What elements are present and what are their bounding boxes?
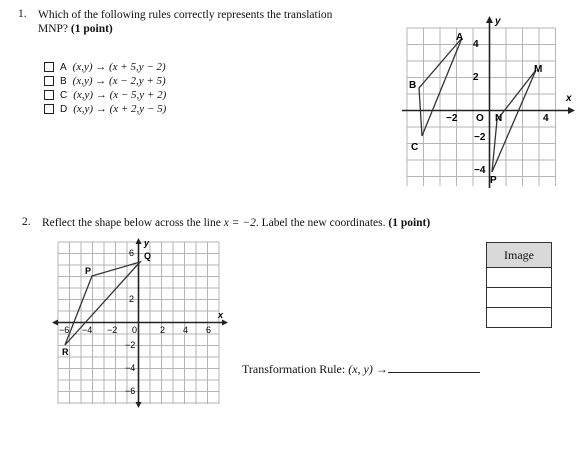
q1-grid [407, 28, 556, 186]
q2-tick-x2: 2 [160, 325, 166, 335]
q2-x-label: x [218, 310, 224, 320]
table-row[interactable] [487, 268, 552, 288]
q1-question-line2 [38, 22, 378, 36]
option-a-rule: (x,y) → (x + 5,y − 2) [72, 61, 166, 73]
table-row[interactable] [487, 288, 552, 308]
q1-option-c[interactable] [44, 88, 166, 102]
q2-point-p-label: P [85, 266, 92, 276]
option-b-letter: B [60, 75, 67, 87]
q1-number: 1. [18, 8, 27, 20]
q2-y-axis-up-arrow [136, 238, 142, 244]
transformation-rule-expression: (x, y) → [348, 362, 388, 376]
option-c-checkbox[interactable] [44, 90, 54, 100]
q1-point-a-label: A [456, 32, 464, 43]
table-row[interactable] [487, 308, 552, 328]
q2-point-r-label: R [62, 347, 69, 357]
option-a-letter: A [60, 61, 67, 73]
q2-question [42, 216, 482, 230]
q2-number: 2. [22, 216, 31, 228]
q1-tick-x4: 4 [543, 113, 549, 124]
option-c-letter: C [60, 89, 68, 101]
option-d-rule: (x,y) → (x + 2,y − 5) [73, 103, 167, 115]
q1-point-m-label: M [534, 64, 543, 75]
q2-text-before: Reflect the shape below across the line [42, 217, 224, 229]
q2-axes [55, 241, 224, 406]
q2-tick-yn2: −2 [125, 340, 136, 350]
q1-axes [402, 20, 570, 188]
option-b-rule: (x,y) → (x − 2,y + 5) [72, 75, 166, 87]
q2-y-axis-down-arrow [136, 402, 142, 408]
q2-tick-y2: 2 [129, 294, 135, 304]
q2-tick-x0: 0 [132, 325, 138, 335]
q2-tick-xn4: −4 [82, 325, 93, 335]
q1-y-axis-arrow [486, 16, 493, 23]
q1-question-mnp: MNP? [38, 23, 69, 35]
q1-option-b[interactable] [44, 74, 166, 88]
q1-points: (1 point) [70, 23, 113, 35]
q1-y-label: y [495, 16, 501, 27]
q2-line-equation: x = −2 [223, 217, 256, 229]
q2-tick-x6: 6 [206, 325, 212, 335]
image-coordinates-table [486, 242, 552, 328]
q1-question [38, 8, 378, 36]
q1-tick-y2: 2 [473, 72, 479, 83]
q1-point-p-label: P [490, 175, 497, 186]
q1-tick-yn4: −4 [474, 165, 486, 176]
q1-coordinate-graph [398, 14, 580, 190]
option-d-checkbox[interactable] [44, 104, 54, 114]
q2-tick-x4: 4 [183, 325, 189, 335]
q1-point-n-label: N [495, 113, 503, 124]
option-c-rule: (x,y) → (x − 5,y + 2) [73, 89, 167, 101]
q1-point-b-label: B [409, 80, 417, 91]
q2-x-axis-left-arrow [52, 320, 58, 326]
q2-y-label: y [144, 238, 150, 248]
q1-tick-yn2: −2 [474, 132, 486, 143]
q2-tick-xn6: −6 [59, 325, 70, 335]
q1-option-a[interactable] [44, 60, 166, 74]
q2-points: (1 point) [388, 217, 431, 229]
q2-text-after: . Label the new coordinates. [255, 217, 386, 229]
q2-coordinate-graph [52, 238, 232, 408]
q2-tick-y6: 6 [129, 248, 135, 258]
q1-point-c-label: C [411, 142, 419, 153]
q1-options [44, 60, 166, 116]
q1-option-d[interactable] [44, 102, 166, 116]
q2-tick-yn6: −6 [125, 386, 136, 396]
q1-x-label: x [566, 93, 572, 104]
q2-tick-xn2: −2 [107, 325, 118, 335]
q2-tick-yn4: −4 [125, 363, 136, 373]
option-a-checkbox[interactable] [44, 62, 54, 72]
q1-tick-xn2: −2 [446, 113, 458, 124]
transformation-rule [242, 362, 480, 377]
q2-x-axis-right-arrow [222, 320, 228, 326]
q1-question-line1: Which of the following rules correctly represents the translation [38, 9, 333, 21]
q2-point-q-label: Q [144, 251, 152, 261]
transformation-rule-answer-blank[interactable] [388, 362, 480, 373]
q1-origin-label: O [476, 113, 484, 124]
transformation-rule-label: Transformation Rule: [242, 362, 346, 376]
option-d-letter: D [60, 103, 68, 115]
option-b-checkbox[interactable] [44, 76, 54, 86]
q1-x-axis-arrow [568, 107, 575, 114]
table-header-image: Image [487, 243, 552, 268]
q1-tick-y4: 4 [473, 39, 479, 50]
